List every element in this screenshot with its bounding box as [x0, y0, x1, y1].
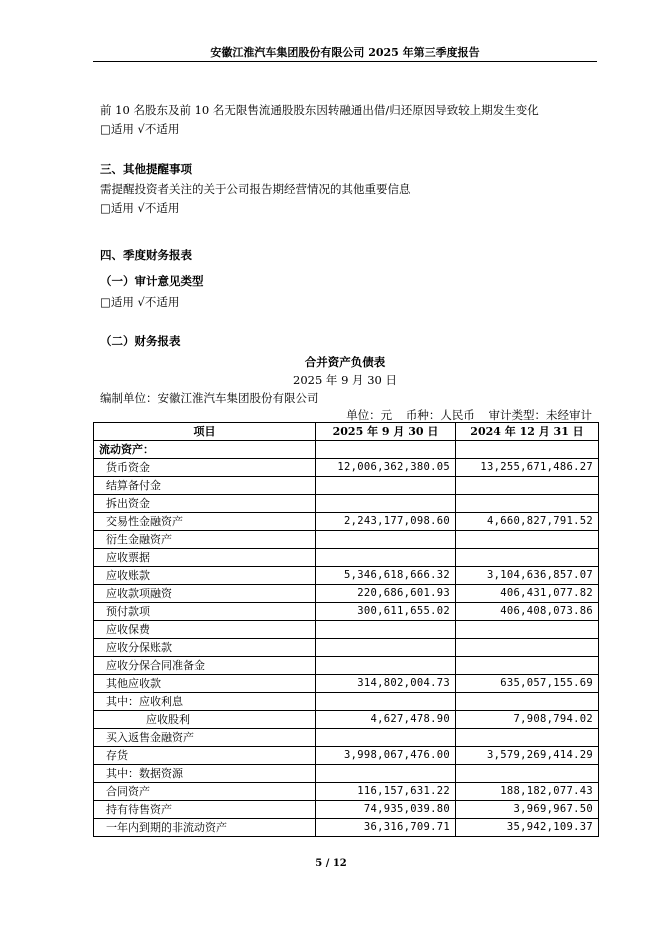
- table-row: [94, 477, 599, 495]
- row-item: 其中：应收利息: [94, 693, 316, 711]
- row-item: 应收分保账款: [94, 639, 316, 657]
- column-header-2024: 2024 年 12 月 31 日: [456, 423, 599, 441]
- table-row: [94, 513, 599, 531]
- statement-date: 2025 年 9 月 30 日: [293, 373, 397, 387]
- row-item: 预付款项: [94, 603, 316, 621]
- row-item: 一年内到期的非流动资产: [94, 819, 316, 837]
- preparing-entity: 编制单位：安徽江淮汽车集团股份有限公司: [100, 391, 319, 405]
- table-row: [94, 567, 599, 585]
- row-item: 持有待售资产: [94, 801, 316, 819]
- row-value-2025: [316, 621, 456, 639]
- table-row: [94, 747, 599, 765]
- row-item: 流动资产：: [94, 441, 316, 459]
- financial-statements-heading: （二）财务报表: [100, 334, 181, 348]
- row-value-2024: 635,057,155.69: [456, 675, 599, 693]
- table-row: [94, 783, 599, 801]
- row-value-2024: [456, 549, 599, 567]
- row-value-2024: 4,660,827,791.52: [456, 513, 599, 531]
- row-item: 应收票据: [94, 549, 316, 567]
- row-item: 买入返售金融资产: [94, 729, 316, 747]
- row-value-2025: [316, 693, 456, 711]
- column-header-2025: 2025 年 9 月 30 日: [316, 423, 456, 441]
- table-row: [94, 603, 599, 621]
- shareholder-change-applicability: □适用 √不适用: [100, 122, 180, 136]
- page-header: 安徽江淮汽车集团股份有限公司 2025 年第三季度报告: [210, 46, 480, 59]
- row-value-2024: 35,942,109.37: [456, 819, 599, 837]
- row-item: 合同资产: [94, 783, 316, 801]
- row-value-2025: [316, 549, 456, 567]
- table-row: [94, 549, 599, 567]
- page-number: 5 / 12: [315, 858, 347, 869]
- table-row: [94, 693, 599, 711]
- section3-text: 需提醒投资者关注的关于公司报告期经营情况的其他重要信息: [100, 182, 411, 196]
- row-value-2025: [316, 765, 456, 783]
- row-value-2025: [316, 531, 456, 549]
- row-value-2025: 12,006,362,380.05: [316, 459, 456, 477]
- row-item: 其他应收款: [94, 675, 316, 693]
- row-value-2025: 36,316,709.71: [316, 819, 456, 837]
- row-value-2025: 2,243,177,098.60: [316, 513, 456, 531]
- row-value-2025: [316, 495, 456, 513]
- row-value-2024: 406,408,073.86: [456, 603, 599, 621]
- statement-meta: [336, 407, 592, 423]
- column-header-item: 项目: [94, 423, 316, 441]
- table-row: [94, 495, 599, 513]
- row-value-2024: [456, 657, 599, 675]
- row-value-2025: [316, 639, 456, 657]
- row-value-2024: [456, 441, 599, 459]
- row-item: 结算备付金: [94, 477, 316, 495]
- row-item: 存货: [94, 747, 316, 765]
- row-value-2024: [456, 693, 599, 711]
- row-value-2024: 3,579,269,414.29: [456, 747, 599, 765]
- row-value-2024: [456, 729, 599, 747]
- row-value-2024: 3,104,636,857.07: [456, 567, 599, 585]
- row-value-2024: [456, 765, 599, 783]
- row-item: 拆出资金: [94, 495, 316, 513]
- table-row: [94, 441, 599, 459]
- row-value-2024: 188,182,077.43: [456, 783, 599, 801]
- table-row: [94, 711, 599, 729]
- row-value-2024: [456, 495, 599, 513]
- table-row: [94, 531, 599, 549]
- row-value-2024: 3,969,967.50: [456, 801, 599, 819]
- row-value-2025: 4,627,478.90: [316, 711, 456, 729]
- row-item: 交易性金融资产: [94, 513, 316, 531]
- row-value-2024: [456, 477, 599, 495]
- table-row: [94, 459, 599, 477]
- row-value-2025: 220,686,601.93: [316, 585, 456, 603]
- row-value-2024: [456, 621, 599, 639]
- row-value-2025: 5,346,618,666.32: [316, 567, 456, 585]
- row-item: 应收账款: [94, 567, 316, 585]
- audit-opinion-heading: （一）审计意见类型: [100, 274, 204, 288]
- section3-heading: 三、其他提醒事项: [100, 162, 192, 176]
- row-item: 应收分保合同准备金: [94, 657, 316, 675]
- row-value-2024: 406,431,077.82: [456, 585, 599, 603]
- row-value-2025: 314,802,004.73: [316, 675, 456, 693]
- table-row: [94, 675, 599, 693]
- table-row: [94, 657, 599, 675]
- row-item: 应收款项融资: [94, 585, 316, 603]
- table-row: [94, 639, 599, 657]
- audit-opinion-applicability: □适用 √不适用: [100, 295, 180, 309]
- table-row: [94, 621, 599, 639]
- currency-label: 币种：人民币: [405, 408, 475, 422]
- row-value-2025: 116,157,631.22: [316, 783, 456, 801]
- statement-title: 合并资产负债表: [304, 355, 386, 369]
- audit-type-label: 审计类型：未经审计: [488, 408, 592, 422]
- row-value-2024: [456, 531, 599, 549]
- balance-sheet-table: [93, 422, 599, 837]
- section3-applicability: □适用 √不适用: [100, 201, 180, 215]
- unit-label: 单位：元: [346, 408, 393, 422]
- row-value-2025: 3,998,067,476.00: [316, 747, 456, 765]
- table-row: [94, 801, 599, 819]
- header-divider: [93, 61, 597, 62]
- table-row: [94, 819, 599, 837]
- row-value-2024: 7,908,794.02: [456, 711, 599, 729]
- table-row: [94, 585, 599, 603]
- row-value-2024: [456, 639, 599, 657]
- table-header-row: [94, 423, 599, 441]
- row-value-2024: 13,255,671,486.27: [456, 459, 599, 477]
- section4-heading: 四、季度财务报表: [100, 248, 192, 262]
- row-item: 衍生金融资产: [94, 531, 316, 549]
- row-value-2025: 74,935,039.80: [316, 801, 456, 819]
- row-item: 应收股利: [94, 711, 316, 729]
- row-value-2025: [316, 657, 456, 675]
- table-row: [94, 765, 599, 783]
- row-value-2025: [316, 441, 456, 459]
- row-value-2025: 300,611,655.02: [316, 603, 456, 621]
- row-value-2025: [316, 477, 456, 495]
- row-item: 其中：数据资源: [94, 765, 316, 783]
- row-item: 货币资金: [94, 459, 316, 477]
- table-row: [94, 729, 599, 747]
- row-value-2025: [316, 729, 456, 747]
- shareholder-change-text: 前 10 名股东及前 10 名无限售流通股股东因转融通出借/归还原因导致较上期发生变化: [100, 103, 539, 117]
- row-item: 应收保费: [94, 621, 316, 639]
